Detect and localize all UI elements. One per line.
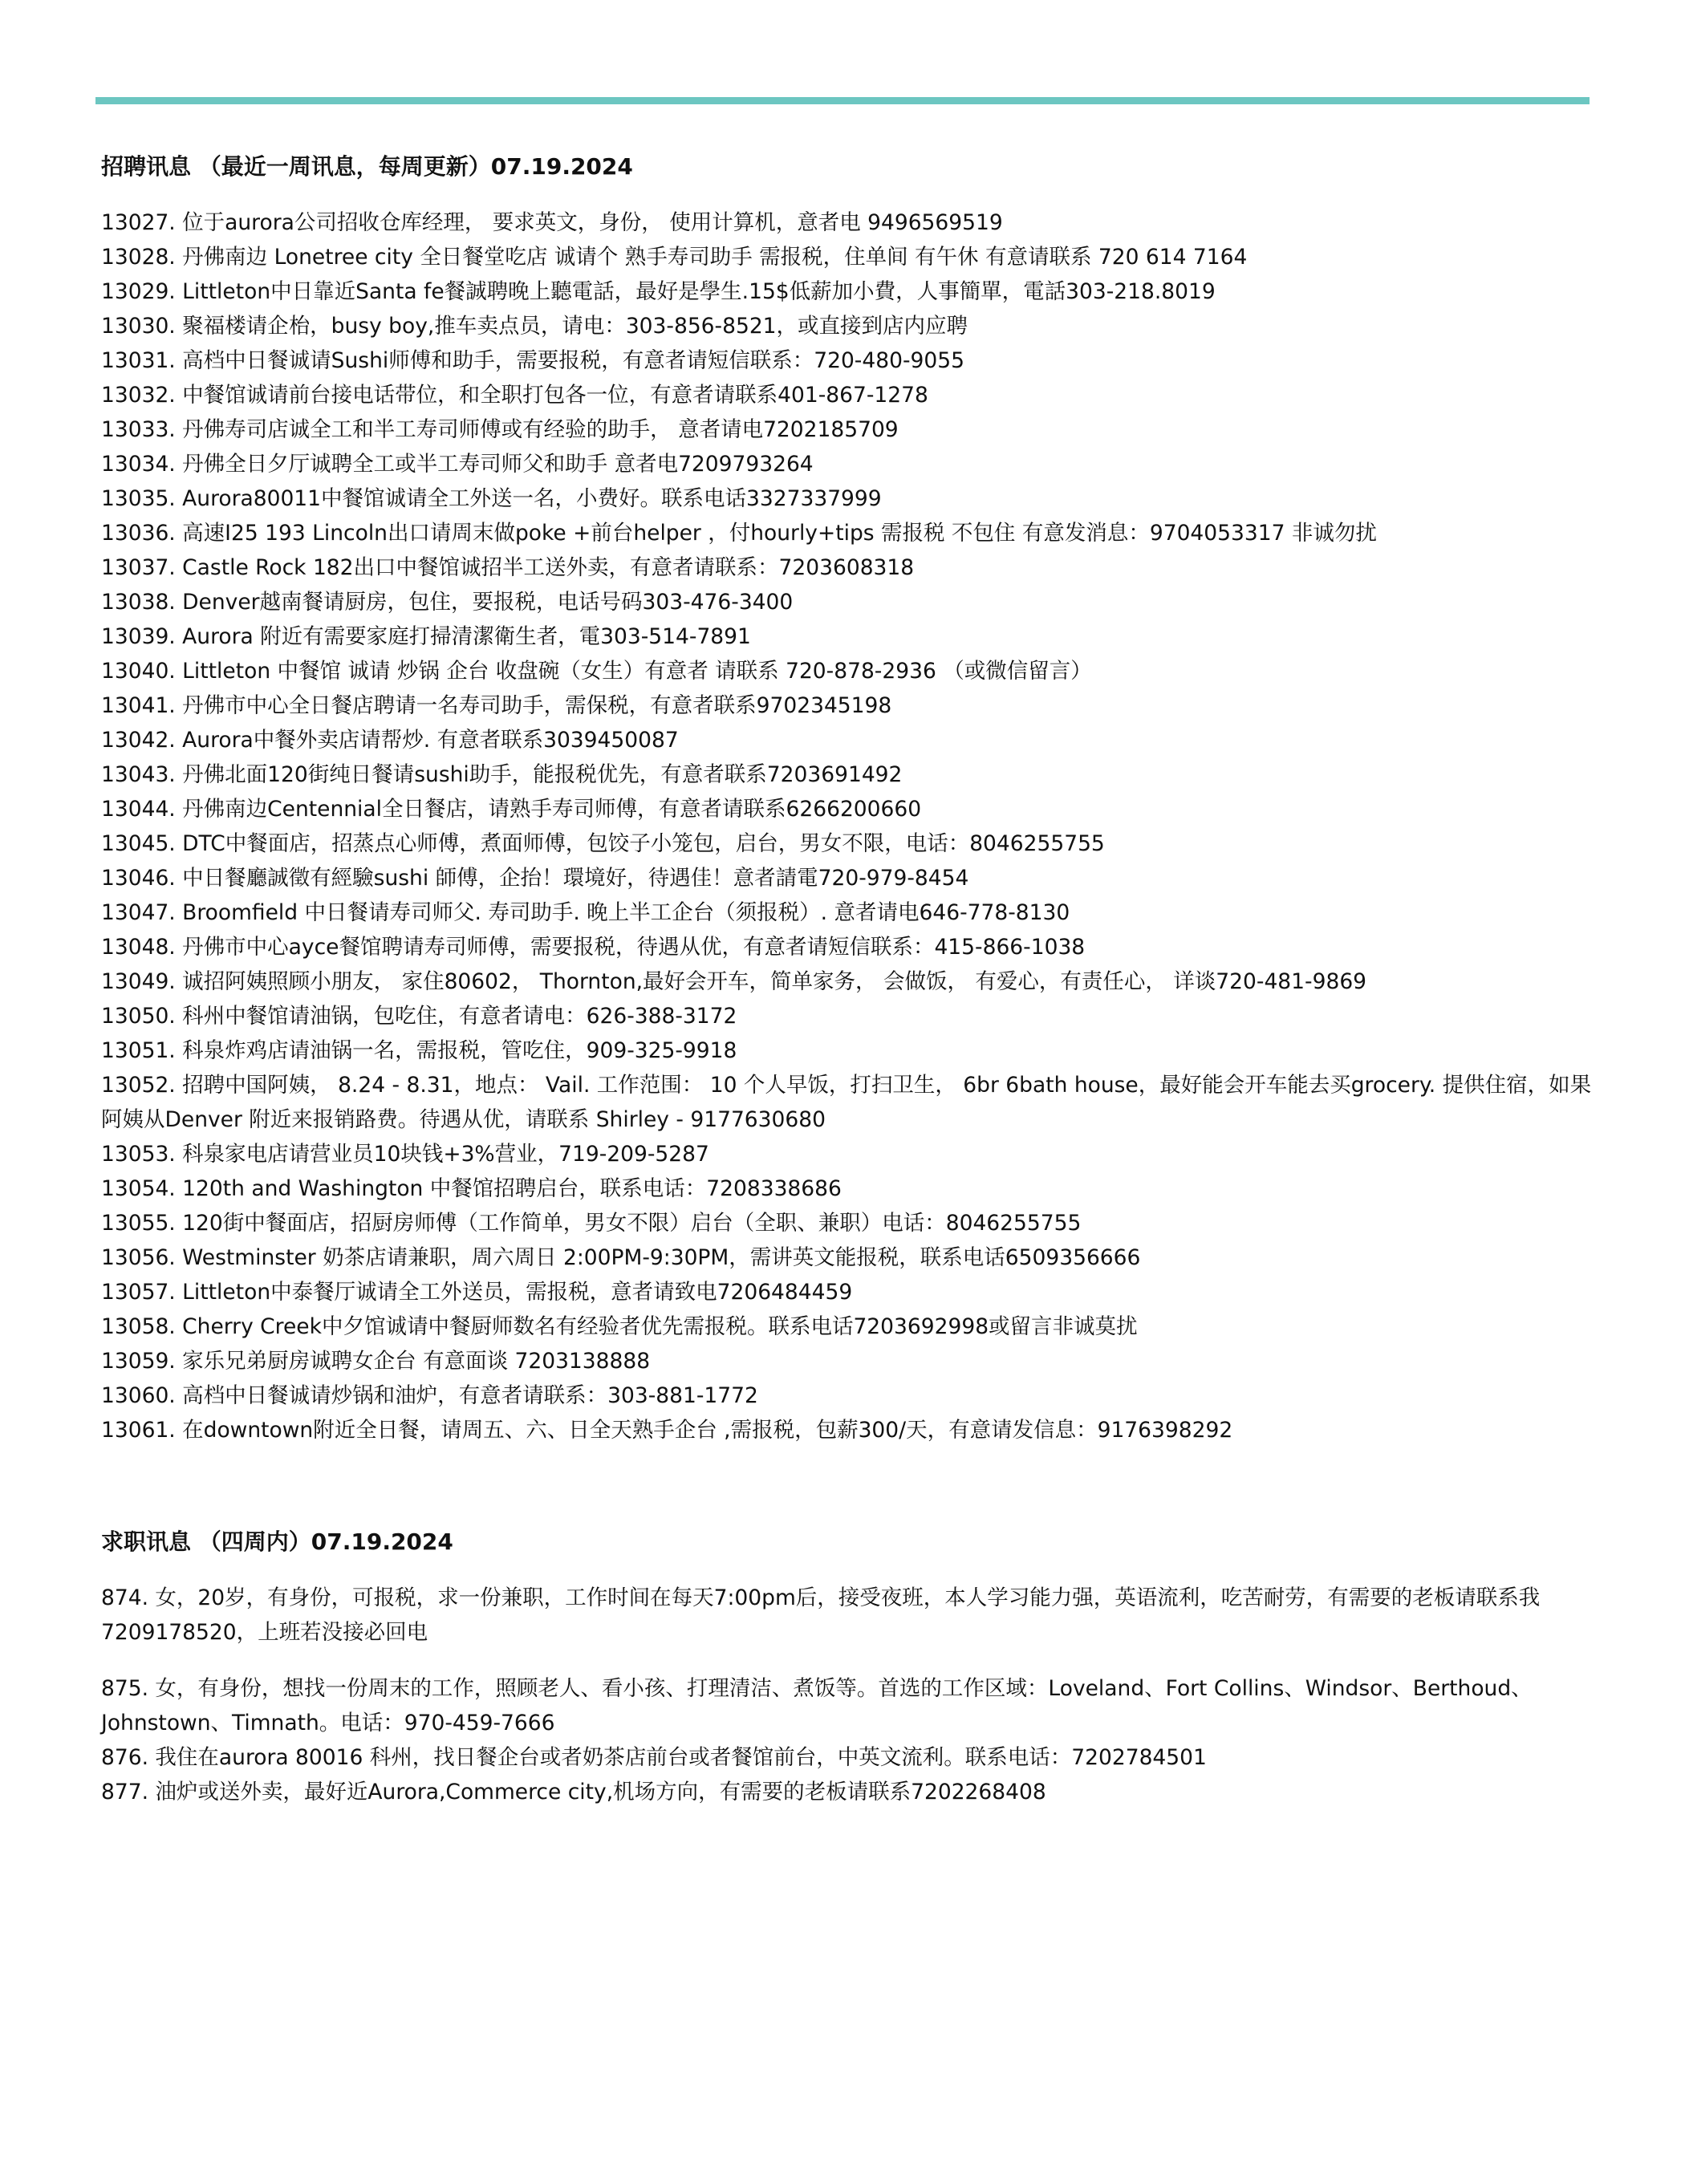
hiring-ad-13060: 13060. 高档中日餐诚请炒锅和油炉，有意者请联系：303-881-1772 [101, 1383, 758, 1408]
hiring-ad-13036: 13036. 高速I25 193 Lincoln出口请周末做poke +前台helper ，付hourly+tips 需报税 不包住 有意发消息：9704053317 非诚勿扰 [101, 521, 1377, 546]
hiring-ad-13045: 13045. DTC中餐面店，招蒸点心师傅，煮面师傅，包饺子小笼包，启台，男女不限，电话：8046255755 [101, 831, 1105, 856]
hiring-ad-13058: 13058. Cherry Creek中夕馆诚请中餐厨师数名有经验者优先需报税。联系电话7203692998或留言非诚莫扰 [101, 1314, 1138, 1339]
hiring-ad-13050: 13050. 科州中餐馆请油锅，包吃住，有意者请电：626-388-3172 [101, 1004, 737, 1029]
hiring-ad-13055: 13055. 120街中餐面店，招厨房师傅（工作简单，男女不限）启台（全职、兼职）电话：8046255755 [101, 1211, 1082, 1236]
hiring-ad-13042: 13042. Aurora中餐外卖店请帮炒. 有意者联系3039450087 [101, 728, 679, 753]
hiring-ad-13035: 13035. Aurora80011中餐馆诚请全工外送一名，小费好。联系电话3327337999 [101, 486, 882, 511]
hiring-ad-13038: 13038. Denver越南餐请厨房，包住，要报税，电话号码303-476-3400 [101, 590, 794, 615]
hiring-ad-13049: 13049. 诚招阿姨照顾小朋友， 家住80602， Thornton,最好会开车，简单家务， 会做饭， 有爱心，有责任心， 详谈720-481-9869 [101, 969, 1367, 994]
hiring-ad-13031: 13031. 高档中日餐诚请Sushi师傅和助手，需要报税，有意者请短信联系：720-480-9055 [101, 348, 964, 373]
hiring-ad-list [101, 205, 1594, 1447]
hiring-ad-13056: 13056. Westminster 奶茶店请兼职，周六周日 2:00PM-9:30PM，需讲英文能报税，联系电话6509356666 [101, 1245, 1141, 1270]
hiring-ad-13043: 13043. 丹佛北面120街纯日餐请sushi助手，能报税优先，有意者联系7203691492 [101, 762, 903, 787]
hiring-ad-13057: 13057. Littleton中泰餐厅诚请全工外送员，需报税，意者请致电7206484459 [101, 1280, 853, 1305]
job-seeking-section-heading: 求职讯息 （四周内）07.19.2024 [101, 1528, 453, 1555]
hiring-ad-13027: 13027. 位于aurora公司招收仓库经理， 要求英文，身份， 使用计算机，意者电 9496569519 [101, 210, 1003, 235]
job-seeking-ad-875: 875. 女，有身份，想找一份周末的工作，照顾老人、看小孩、打理清洁、煮饭等。首选的工作区域：Loveland、Fort Collins、Windsor、Berthoud、Johnstown、Timnath。电话：970-459-7666 [101, 1676, 1533, 1735]
hiring-ad-13037: 13037. Castle Rock 182出口中餐馆诚招半工送外卖，有意者请联系：7203608318 [101, 555, 915, 580]
hiring-ad-13046: 13046. 中日餐廳誠徵有經驗sushi 師傅，企抬！環境好，待遇佳！意者請電720-979-8454 [101, 866, 969, 891]
hiring-ad-13051: 13051. 科泉炸鸡店请油锅一名，需报税，管吃住，909-325-9918 [101, 1038, 737, 1063]
hiring-ad-13047: 13047. Broomfield 中日餐请寿司师父. 寿司助手. 晚上半工企台（须报税）. 意者请电646-778-8130 [101, 900, 1070, 925]
hiring-ad-13052: 13052. 招聘中国阿姨， 8.24 - 8.31，地点： Vail. 工作范围： 10 个人早饭，打扫卫生， 6br 6bath house，最好能会开车能去买grocery. 提供住宿，如果阿姨从Denver 附近来报销路费。待遇从优，请联系 Shirley - 9177630680 [101, 1073, 1592, 1132]
classifieds-content [101, 151, 1594, 1809]
hiring-ad-13030: 13030. 聚福楼请企枱，busy boy,推车卖点员，请电：303-856-8521，或直接到店内应聘 [101, 314, 968, 339]
hiring-ad-13034: 13034. 丹佛全日夕厅诚聘全工或半工寿司师父和助手 意者电7209793264 [101, 452, 814, 477]
hiring-ad-13059: 13059. 家乐兄弟厨房诚聘女企台 有意面谈 7203138888 [101, 1349, 651, 1374]
hiring-ad-13032: 13032. 中餐馆诚请前台接电话带位，和全职打包各一位，有意者请联系401-867-1278 [101, 383, 928, 408]
hiring-ad-13028: 13028. 丹佛南边 Lonetree city 全日餐堂吃店 诚请个 熟手寿司助手 需报税，住单间 有午休 有意请联系 720 614 7164 [101, 245, 1248, 270]
hiring-ad-13033: 13033. 丹佛寿司店诚全工和半工寿司师傅或有经验的助手， 意者请电7202185709 [101, 417, 899, 442]
hiring-ad-13061: 13061. 在downtown附近全日餐，请周五、六、日全天熟手企台 ,需报税，包薪300/天，有意请发信息：9176398292 [101, 1418, 1233, 1443]
top-divider-rule [95, 97, 1590, 104]
hiring-ad-13054: 13054. 120th and Washington 中餐馆招聘启台，联系电话：7208338686 [101, 1176, 842, 1201]
hiring-ad-13039: 13039. Aurora 附近有需要家庭打掃清潔衛生者，電303-514-7891 [101, 624, 751, 649]
hiring-ad-13053: 13053. 科泉家电店请营业员10块钱+3%营业，719-209-5287 [101, 1142, 709, 1167]
hiring-ad-13041: 13041. 丹佛市中心全日餐店聘请一名寿司助手，需保税，有意者联系9702345198 [101, 693, 892, 718]
hiring-section-heading: 招聘讯息 （最近一周讯息，每周更新）07.19.2024 [101, 153, 633, 180]
hiring-ad-13044: 13044. 丹佛南边Centennial全日餐店，请熟手寿司师傅，有意者请联系6266200660 [101, 797, 922, 822]
job-seeking-ad-list [101, 1581, 1594, 1809]
job-seeking-ad-874: 874. 女，20岁，有身份，可报税，求一份兼职，工作时间在每天7:00pm后，接受夜班，本人学习能力强，英语流利，吃苦耐劳，有需要的老板请联系我7209178520，上班若没接必回电 [101, 1585, 1541, 1645]
job-seeking-ad-876: 876. 我住在aurora 80016 科州，找日餐企台或者奶茶店前台或者餐馆前台，中英文流利。联系电话：7202784501 [101, 1745, 1207, 1770]
hiring-ad-13048: 13048. 丹佛市中心ayce餐馆聘请寿司师傅，需要报税，待遇从优，有意者请短信联系：415-866-1038 [101, 935, 1086, 960]
hiring-ad-13040: 13040. Littleton 中餐馆 诚请 炒锅 企台 收盘碗（女生）有意者 请联系 720-878-2936 （或微信留言） [101, 659, 1092, 684]
hiring-ad-13029: 13029. Littleton中日靠近Santa fe餐誠聘晚上聽電話，最好是學生.15$低薪加小費，人事簡單，電話303-218.8019 [101, 279, 1216, 304]
job-seeking-ad-877: 877. 油炉或送外卖，最好近Aurora,Commerce city,机场方向，有需要的老板请联系7202268408 [101, 1780, 1046, 1804]
